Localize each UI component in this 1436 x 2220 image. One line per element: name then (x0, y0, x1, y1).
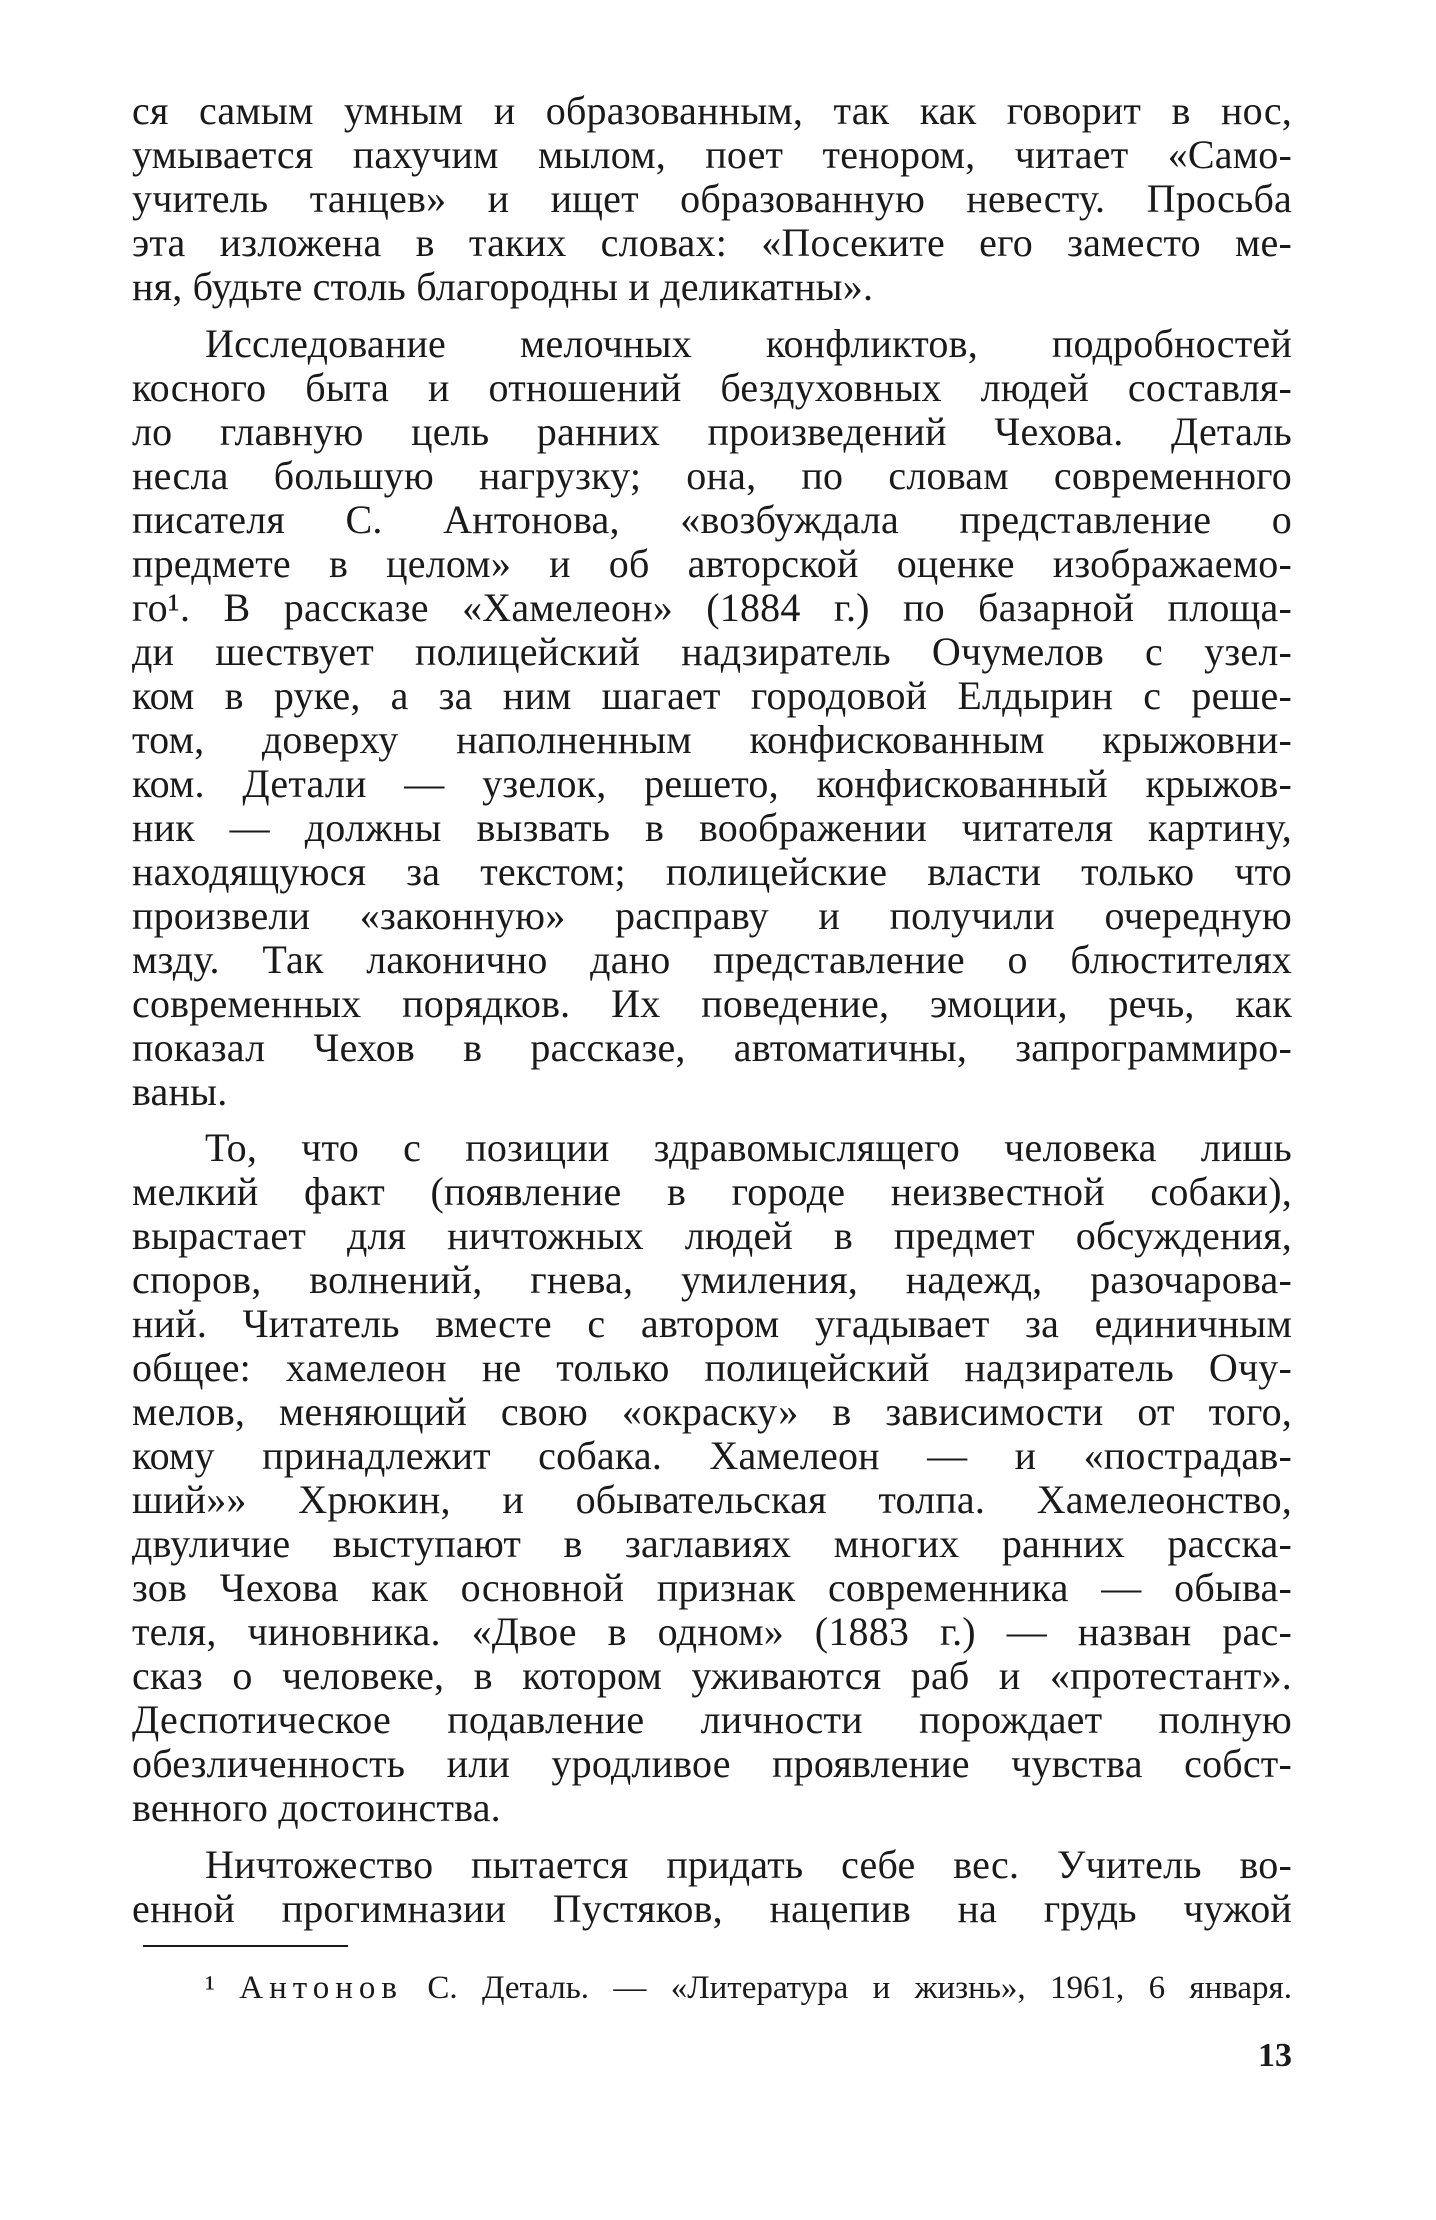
text-line: ваны. (132, 1069, 228, 1114)
text-line: показал Чехов в рассказе, автоматичны, запрограммиро- (132, 1025, 1292, 1070)
text-line: мзду. Так лаконично дано представление о блюстителях (132, 937, 1292, 982)
text-line: двуличие выступают в заглавиях многих ранних расска- (132, 1521, 1292, 1566)
text-line: ся самым умным и образованным, так как говорит в нос, (132, 88, 1292, 133)
text-line: ло главную цель ранних произведений Чехова. Деталь (132, 409, 1292, 454)
text-line: ком. Детали — узелок, решето, конфискованный крыжов- (132, 761, 1292, 806)
text-line: общее: хамелеон не только полицейский надзиратель Очу- (132, 1345, 1292, 1390)
text-line: том, доверху наполненным конфискованным крыжовни- (132, 717, 1292, 762)
text-line: го¹. В рассказе «Хамелеон» (1884 г.) по базарной площа- (132, 585, 1292, 630)
text-line: мелкий факт (появление в городе неизвестной собаки), (132, 1169, 1292, 1214)
text-line: находящуюся за текстом; полицейские власти только что (132, 849, 1292, 894)
text-line: ник — должны вызвать в воображении читателя картину, (132, 805, 1292, 850)
text-line: эта изложена в таких словах: «Посеките его заместо ме- (132, 220, 1292, 265)
text-line: ня, будьте столь благородны и деликатны». (132, 264, 874, 309)
paragraph-first-line: Ничтожество пытается придать себе вес. Учитель во- (205, 1842, 1292, 1887)
text-line: ний. Читатель вместе с автором угадывает за единичным (132, 1301, 1292, 1346)
text-line: споров, волнений, гнева, умиления, надежд, разочарова- (132, 1257, 1292, 1302)
text-line: енной прогимназии Пустяков, нацепив на грудь чужой (132, 1886, 1292, 1931)
text-line: ком в руке, а за ним шагает городовой Елдырин с реше- (132, 673, 1292, 718)
footnote-text: С. Деталь. — «Литература и жизнь», 1961, 6 января. (403, 1970, 1292, 2006)
text-line: теля, чиновника. «Двое в одном» (1883 г.) — назван рас- (132, 1609, 1292, 1654)
footnote-author: Антонов (239, 1970, 403, 2006)
page-number: 13 (1258, 2037, 1292, 2074)
text-line: учитель танцев» и ищет образованную невесту. Просьба (132, 176, 1292, 221)
text-line: несла большую нагрузку; она, по словам современного (132, 453, 1292, 498)
footnote (205, 1968, 1292, 2008)
paragraph-first-line: Исследование мелочных конфликтов, подробностей (205, 321, 1292, 366)
text-line: косного быта и отношений бездуховных людей составля- (132, 365, 1292, 410)
text-line: умывается пахучим мылом, поет тенором, читает «Само- (132, 132, 1292, 177)
text-line: произвели «законную» расправу и получили очередную (132, 893, 1292, 938)
text-line: Деспотическое подавление личности порождает полную (132, 1697, 1292, 1742)
text-line: писателя С. Антонова, «возбуждала представление о (132, 497, 1292, 542)
text-line: ди шествует полицейский надзиратель Очумелов с узел- (132, 629, 1292, 674)
footnote-divider (143, 1945, 348, 1947)
footnote-marker: ¹ (205, 1970, 215, 2006)
text-line: кому принадлежит собака. Хамелеон — и «пострадав- (132, 1433, 1292, 1478)
text-line: сказ о человеке, в котором уживаются раб и «протестант». (132, 1653, 1292, 1698)
text-line: обезличенность или уродливое проявление чувства собст- (132, 1741, 1292, 1786)
paragraph-first-line: То, что с позиции здравомыслящего человека лишь (205, 1125, 1292, 1170)
text-line: венного достоинства. (132, 1785, 501, 1830)
text-line: ший»» Хрюкин, и обывательская толпа. Хамелеонство, (132, 1477, 1292, 1522)
text-line: мелов, меняющий свою «окраску» в зависимости от того, (132, 1389, 1292, 1434)
text-line: современных порядков. Их поведение, эмоции, речь, как (132, 981, 1292, 1026)
text-line: зов Чехова как основной признак современника — обыва- (132, 1565, 1292, 1610)
text-line: предмете в целом» и об авторской оценке изображаемо- (132, 541, 1292, 586)
text-line: вырастает для ничтожных людей в предмет обсуждения, (132, 1213, 1292, 1258)
